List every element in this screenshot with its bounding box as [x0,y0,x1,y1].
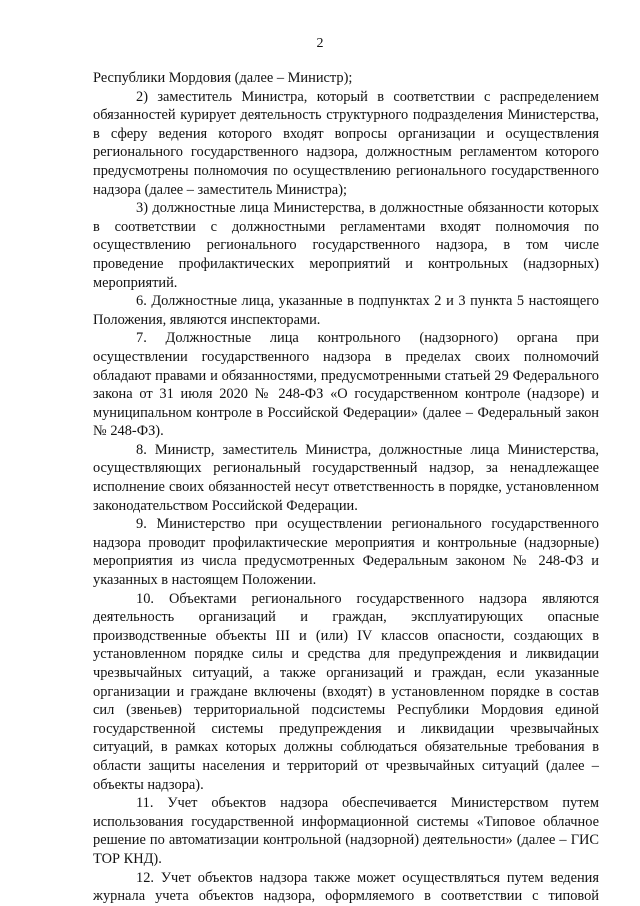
paragraph-clause-11: 11. Учет объектов надзора обеспечивается Министерством путем использования государственной информационной системы «Типовое облачное решение по автоматизации контрольной (надзорной) деятельности» (далее – ГИС ТОР КНД). [93,795,599,867]
paragraph-clause-7: 7. Должностные лица контрольного (надзорного) органа при осуществлении государственного надзора в пределах своих полномочий обладают правами и обязанностями, предусмотренными статьей 29 Федерального закона от 31 июля 2020 № 248-ФЗ «О государственном контроле (надзоре) и муниципальном контроле в Российской Федерации» (далее – Федеральный закон № 248-ФЗ). [93,330,599,440]
paragraph-continuation: Республики Мордовия (далее – Министр); [93,70,353,86]
paragraph-clause-6: 6. Должностные лица, указанные в подпунктах 2 и 3 пункта 5 настоящего Положения, являются инспекторами. [93,293,599,328]
paragraph-clause-9: 9. Министерство при осуществлении регионального государственного надзора проводит профилактические мероприятия и контрольные (надзорные) мероприятия из числа предусмотренных Федеральным законом № 248-ФЗ и указанных в настоящем Положении. [93,516,599,589]
paragraph-item-3: 3) должностные лица Министерства, в должностные обязанности которых в соответствии с должностными регламентами входят полномочия по осуществлению регионального государственного надзора, в том числе проведение профилактических мероприятий и контрольных (надзорных) мероприятий. [93,200,599,291]
page-number: 2 [316,36,324,51]
document-body [93,69,599,906]
paragraph-item-2: 2) заместитель Министра, который в соответствии с распределением обязанностей курирует деятельность структурного подразделения Министерства, в сферу ведения которого входят вопросы организации и осуществления регионального государственного надзора, должностным регламентом которого предусмотрены полномочия по осуществлению регионального государственного надзора (далее – заместитель Министра); [93,88,599,198]
paragraph-clause-12: 12. Учет объектов надзора также может осуществляться путем ведения журнала учета объектов надзора, оформляемого в соответствии с типовой [93,869,599,905]
paragraph-clause-8: 8. Министр, заместитель Министра, должностные лица Министерства, осуществляющих региональный государственный надзор, за ненадлежащее исполнение своих обязанностей несут ответственность в порядке, установленном законодательством Российской Федерации. [93,441,599,514]
paragraph-clause-10: 10. Объектами регионального государственного надзора являются деятельность организаций и граждан, эксплуатирующих опасные производственные объекты III и (или) IV классов опасности, создающих в установленном порядке силы и средства для предупреждения и ликвидации чрезвычайных ситуаций, а также организаций и граждан, если указанные организации и граждане включены (входят) в установленном порядке в состав сил (звеньев) территориальной подсистемы Республики Мордовия единой государственной системы предупреждения и ликвидации чрезвычайных ситуаций, в рамках которых должны соблюдаться обязательные требования в области защиты населения и территорий от чрезвычайных ситуаций (далее – объекты надзора). [93,590,599,793]
